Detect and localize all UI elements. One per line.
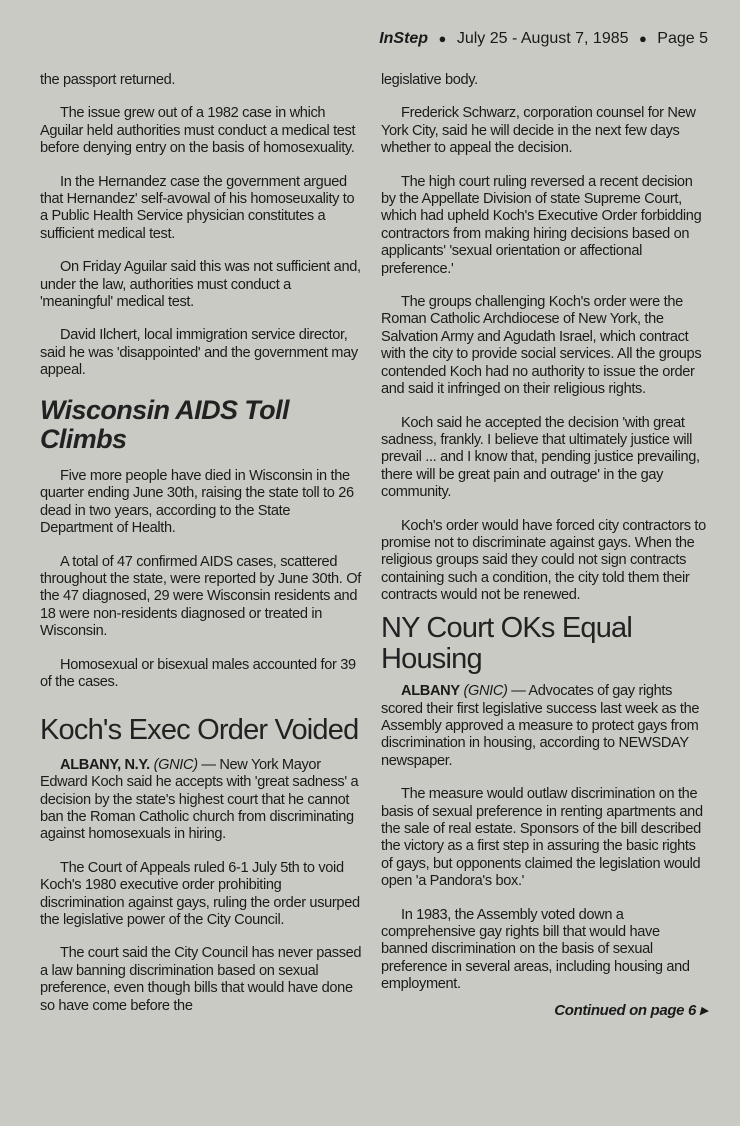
dateline: ALBANY, N.Y. xyxy=(60,756,150,773)
paragraph: The Court of Appeals ruled 6-1 July 5th to void Koch's 1980 executive order prohibiting discrimination against gays, ruling the order usurped the legislative power of the City Council. xyxy=(40,859,360,929)
paragraph: Homosexual or bisexual males accounted for 39 of the cases. xyxy=(40,656,356,691)
bullet-icon: ● xyxy=(638,31,647,46)
paragraph: The measure would outlaw discrimination on the basis of sexual preference in renting apartments and the sale of real estate. Sponsors of the bill described the victory as a first step in assuring the basic rights of gays, but opponents claimed the legislation would open 'a Pandora's box.' xyxy=(381,786,703,890)
paragraph: Koch said he accepted the decision 'with great sadness, frankly. I believe that ultimately justice will prevail ... and I know that, pending justice prevailing, there will be great pain and outrage' in the gay community. xyxy=(381,414,700,501)
continued-label: Continued on page 6 xyxy=(554,1001,696,1019)
paragraph-body: — Advocates of gay rights scored their first legislative success last week as the Assembly approved a measure to protect gays from discrimination in housing, according to NEWSDAY newspaper. xyxy=(381,683,700,769)
dateline: ALBANY xyxy=(401,683,460,700)
headline-wisconsin-aids: Wisconsin AIDS Toll Climbs xyxy=(40,394,289,454)
paragraph: Frederick Schwarz, corporation counsel for New York City, said he will decide in the next few days whether to appeal the decision. xyxy=(381,105,696,157)
paragraph: the passport returned. xyxy=(40,72,176,88)
paragraph: In the Hernandez case the government argued that Hernandez' self-avowal of his homoseuxality to a Public Health Service physician constitutes a sufficient medical test. xyxy=(40,173,355,242)
paragraph: A total of 47 confirmed AIDS cases, scattered throughout the state, were reported by June 30th. Of the 47 diagnosed, 29 were Wisconsin residents and 18 were non-residents diagnosed or treated in Wisconsin. xyxy=(40,553,361,640)
headline-ny-housing: NY Court OKs Equal Housing xyxy=(381,611,633,675)
paragraph: In 1983, the Assembly voted down a comprehensive gay rights bill that would have banned discrimination on the basis of sexual preference in several areas, including housing and employment. xyxy=(381,906,690,993)
news-agency: (GNIC) xyxy=(463,683,508,700)
headline-koch-order: Koch's Exec Order Voided xyxy=(40,714,359,747)
issue-dates: July 25 - August 7, 1985 xyxy=(456,30,629,47)
paragraph: The groups challenging Koch's order were the Roman Catholic Archdiocese of New York, the Salvation Army and Agudath Israel, which contract with the city to provide social services. All the groups contended Koch had no authority to issue the order and said it infringed on their religious rights. xyxy=(381,294,702,398)
arrow-right-icon: ▸ xyxy=(699,1001,707,1019)
right-column xyxy=(381,72,707,1019)
left-column xyxy=(40,72,365,1031)
paragraph: legislative body. xyxy=(381,72,478,88)
paragraph: The high court ruling reversed a recent decision by the Appellate Division of state Supreme Court, which had upheld Koch's Executive Order forbidding contractors from making hiring decisions based on applicants' 'sexual orientation or affectional preference.' xyxy=(381,173,702,277)
bullet-icon: ● xyxy=(438,31,447,46)
paragraph: Five more people have died in Wisconsin in the quarter ending June 30th, raising the state toll to 26 dead in two years, according to the State Department of Health. xyxy=(40,468,354,537)
page-header xyxy=(379,30,708,48)
news-agency: (GNIC) xyxy=(153,756,198,773)
paragraph: The court said the City Council has never passed a law banning discrimination based on sexual preference, even though bills that would have done so have come before the xyxy=(40,945,362,1014)
publication-name: InStep xyxy=(379,30,429,47)
paragraph: Koch's order would have forced city contractors to promise not to discriminate against gays. When the religious groups said they could not sign contracts containing such a condition, the city told them their contracts would not be renewed. xyxy=(381,517,706,604)
paragraph-body: — New York Mayor Edward Koch said he accepts with 'great sadness' a decision by the state's highest court that he cannot ban the Roman Catholic church from discriminating against homosexuals in hiring. xyxy=(40,756,359,843)
paragraph: The issue grew out of a 1982 case in which Aguilar held authorities must conduct a medical test before denying entry on the basis of homosexuality. xyxy=(40,105,356,157)
page-number: Page 5 xyxy=(657,30,708,47)
paragraph xyxy=(381,683,707,770)
paragraph xyxy=(40,757,365,844)
continued-notice xyxy=(381,1002,707,1019)
paragraph: David Ilchert, local immigration service director, said he was 'disappointed' and the government may appeal. xyxy=(40,327,358,379)
paragraph: On Friday Aguilar said this was not sufficient and, under the law, authorities must conduct a 'meaningful' medical test. xyxy=(40,259,361,311)
